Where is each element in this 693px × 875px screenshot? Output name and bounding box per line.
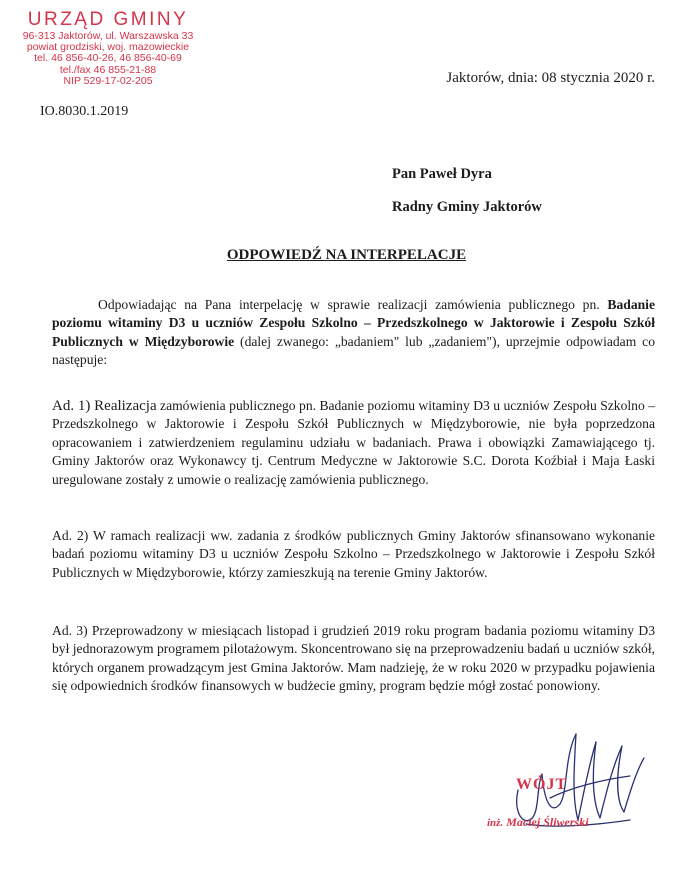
signatory-name: Maciej Śliwerski (506, 815, 589, 829)
stamp-fax-line: tel./fax 46 855-21-88 (59, 63, 157, 76)
intro-paragraph (52, 296, 655, 370)
addressee-block (392, 158, 542, 224)
point-1-text: zamówienia publicznego pn. Badanie poziomu witaminy D3 u uczniów Zespołu Szkolno – Przedszkolnego w Jaktorowie i Zespołu Szkół Publicznych w Międzyborowie, nie była poprzedzona opracowaniem i zatwierdzeniem regulaminu udziału w badaniach. Prawa i obowiązki Zamawiającego tj. Gminy Jaktorów oraz Wykonawcy tj. Centrum Medyczne w Jaktorowie S.C. Dorota Koźbiał i Maja Łaski uregulowane zostały z umowie o realizację zamówienia publicznego. (52, 398, 656, 487)
stamp-nip-line: NIP 529-17-02-205 (63, 74, 153, 87)
stamp-region-line: powiat grodziski, woj. mazowieckie (26, 40, 190, 53)
contract-name: Badanie poziomu witaminy D3 u uczniów Zespołu Szkolno – Przedszkolnego w Jaktorowie i Zespołu Szkół Publicznych w Międzyborowie (52, 297, 655, 349)
stamp-title: URZĄD GMINY (27, 9, 189, 30)
handwritten-signature (480, 728, 660, 848)
office-stamp (8, 10, 208, 87)
place-and-date: Jaktorów, dnia: 08 stycznia 2020 r. (446, 70, 655, 86)
signature-role: WÓJT (516, 776, 568, 793)
addressee-title: Radny Gminy Jaktorów (392, 199, 542, 215)
signatory-name-line (487, 815, 589, 830)
reference-number: IO.8030.1.2019 (40, 104, 129, 119)
point-1-paragraph (52, 397, 655, 489)
stamp-phone-line: tel. 46 856-40-26, 46 856-40-69 (34, 52, 182, 65)
point-2-paragraph: Ad. 2) W ramach realizacji ww. zadania z środków publicznych Gminy Jaktorów sfinansowano wykonanie badań poziomu witaminy D3 u uczniów Zespołu Szkolno – Przedszkolnego w Jaktorowie i Zespołu Szkół Publicznych w Międzyborowie, którzy zamieszkują na terenie Gminy Jaktorów. (52, 528, 655, 580)
intro-text-start: Odpowiadając na Pana interpelację w sprawie realizacji zamówienia publicznego pn. (98, 297, 608, 312)
stamp-address-line: 96-313 Jaktorów, ul. Warszawska 33 (22, 29, 194, 42)
signatory-title: inż. (487, 817, 504, 829)
addressee-name: Pan Paweł Dyra (392, 166, 492, 182)
intro-text-end: (dalej zwanego: „badaniem" lub „zadaniem"), uprzejmie odpowiadam co następuje: (52, 333, 655, 368)
point-3-paragraph: Ad. 3) Przeprowadzony w miesiącach listopad i grudzień 2019 roku program badania poziomu witaminy D3 był jednorazowym programem pilotażowym. Skoncentrowano się na przeprowadzeniu badań u uczniów szkół, których organem prowadzącym jest Gmina Jaktorów. Mam nadzieję, że w roku 2020 w przypadku pojawienia się odpowiednich środków finansowych w budżecie gminy, program będzie mógł zostać ponowiony. (52, 623, 655, 694)
point-1-lead: Ad. 1) Realizacja (52, 398, 157, 414)
document-title: ODPOWIEDŹ NA INTERPELACJE (226, 247, 467, 263)
